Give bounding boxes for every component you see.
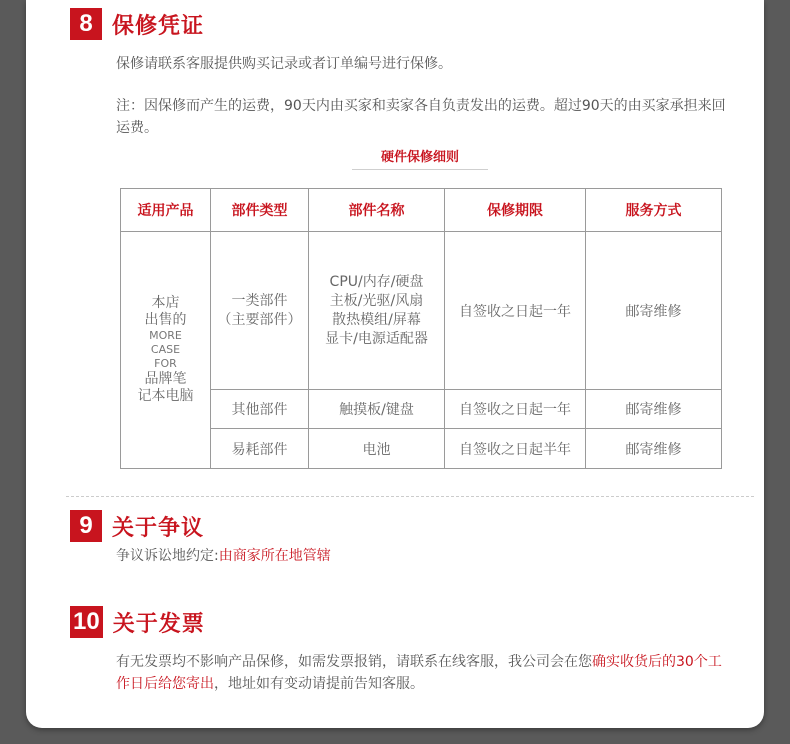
product-text: 出售的 [144,312,187,328]
product-text: 记本电脑 [137,388,194,404]
product-brand-text: CASE [150,343,181,356]
invoice-text-part: ，地址如有变动请提前告知客服。 [214,676,424,692]
dispute-jurisdiction: 由商家所在地管辖 [218,548,331,564]
warranty-period-cell: 自签收之日起一年 [445,390,586,429]
table-row [121,232,722,390]
warranty-card [26,0,764,728]
table-caption: 硬件保修细则 [352,146,488,170]
part-type-cell: 一类部件 （主要部件） [211,232,309,390]
warranty-period-cell: 自签收之日起一年 [445,232,586,390]
service-method-cell: 邮寄维修 [586,429,722,469]
service-method-cell: 邮寄维修 [586,232,722,390]
warranty-period-cell: 自签收之日起半年 [445,429,586,469]
column-header: 保修期限 [445,189,586,232]
invoice-text-part: 有无发票均不影响产品保修，如需发票报销，请联系在线客服，我公司会在您 [116,654,592,670]
column-header: 服务方式 [586,189,722,232]
applicable-product-cell [121,232,211,469]
part-name-cell: 电池 [309,429,445,469]
shipping-fee-note: 注：因保修而产生的运费，90天内由买家和卖家各自负责发出的运费。超过90天的由买家承担来回运费。 [116,98,726,136]
column-header: 部件名称 [309,189,445,232]
section-number-badge: 10 [70,606,103,638]
warranty-contact-text: 保修请联系客服提供购买记录或者订单编号进行保修。 [116,56,452,72]
part-name-cell: 触摸板/键盘 [309,390,445,429]
dispute-text [116,545,726,567]
hardware-warranty-table [120,188,722,469]
column-header: 部件类型 [211,189,309,232]
product-text: 本店 [151,295,180,311]
section-number-badge: 8 [70,8,102,40]
part-name-cell: CPU/内存/硬盘 主板/光驱/风扇 散热模组/屏幕 显卡/电源适配器 [309,232,445,390]
part-type-cell: 易耗部件 [211,429,309,469]
product-brand-text: FOR [154,357,177,370]
product-brand-text: MORE [149,329,182,342]
service-method-cell: 邮寄维修 [586,390,722,429]
invoice-text [116,651,726,695]
section-divider [66,496,754,497]
table-header-row [121,189,722,232]
invoice-highlight: 确实收货后的30个工作日后给您寄出 [116,654,722,692]
section-title: 关于争议 [112,515,205,541]
part-type-cell: 其他部件 [211,390,309,429]
section-number-badge: 9 [70,510,102,542]
section-title: 保修凭证 [112,13,205,39]
section-8-header [70,8,204,40]
product-text: 品牌笔 [144,371,187,387]
section-10-header [70,606,205,638]
section-9-header [70,510,204,542]
dispute-label: 争议诉讼地约定: [116,548,219,564]
section-title: 关于发票 [112,611,205,637]
table-row [121,390,722,429]
table-row [121,429,722,469]
column-header: 适用产品 [121,189,211,232]
